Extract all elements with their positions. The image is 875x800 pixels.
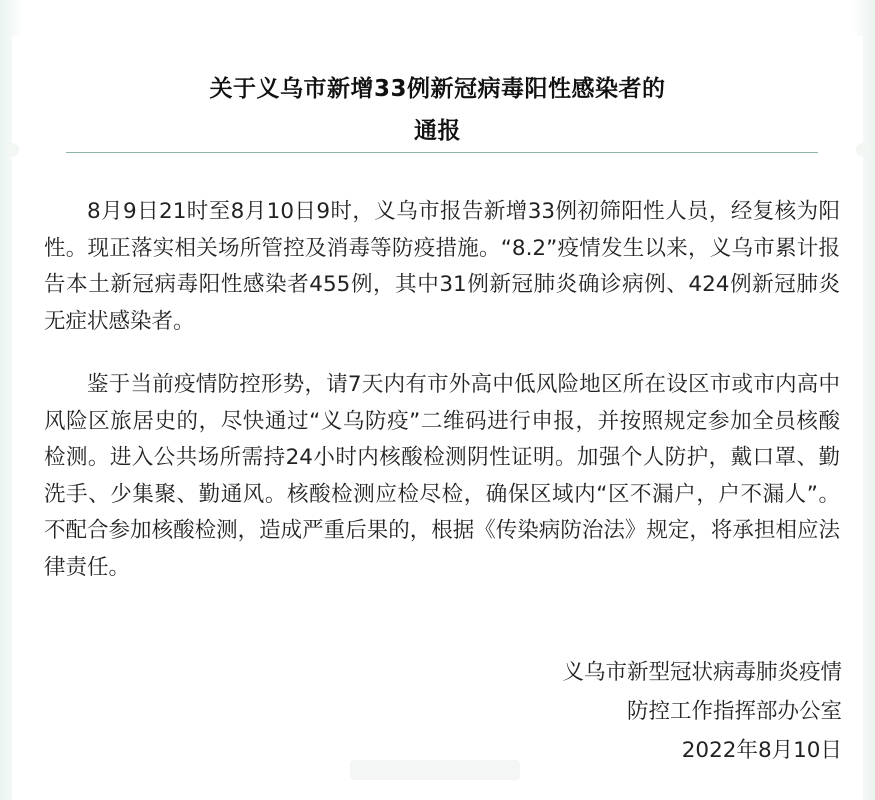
right-edge-dot <box>856 143 870 157</box>
notice-title-line1: 关于义乌市新增33例新冠病毒阳性感染者的 <box>209 76 666 102</box>
notice-paragraph-1: 8月9日21时至8月10日9时，义乌市报告新增33例初筛阳性人员，经复核为阳性。现正落实相关场所管控及消毒等防疫措施。“8.2”疫情发生以来，义乌市累计报告本土新冠病毒阳性感染者455例，其中31例新冠肺炎确诊病例、424例新冠肺炎无症状感染者。 <box>44 199 840 334</box>
signature-org-line1: 义乌市新型冠状病毒肺炎疫情 <box>562 660 842 685</box>
notice-title-line2: 通报 <box>414 118 461 144</box>
bottom-watermark-smudge <box>350 760 520 780</box>
notice-paragraph-2: 鉴于当前疫情防控形势，请7天内有市外高中低风险地区所在设区市或市内高中风险区旅居史的，尽快通过“义乌防疫”二维码进行申报，并按照规定参加全员核酸检测。进入公共场所需持24小时内核酸检测阴性证明。加强个人防护，戴口罩、勤洗手、少集聚、勤通风。核酸检测应检尽检，确保区域内“区不漏户，户不漏人”。不配合参加核酸检测，造成严重后果的，根据《传染病防治法》规定，将承担相应法律责任。 <box>44 372 840 580</box>
signature-date: 2022年8月10日 <box>681 738 842 763</box>
title-divider <box>66 152 818 153</box>
signature-org-line2: 防控工作指挥部办公室 <box>626 699 842 724</box>
left-edge-dot <box>5 143 19 157</box>
